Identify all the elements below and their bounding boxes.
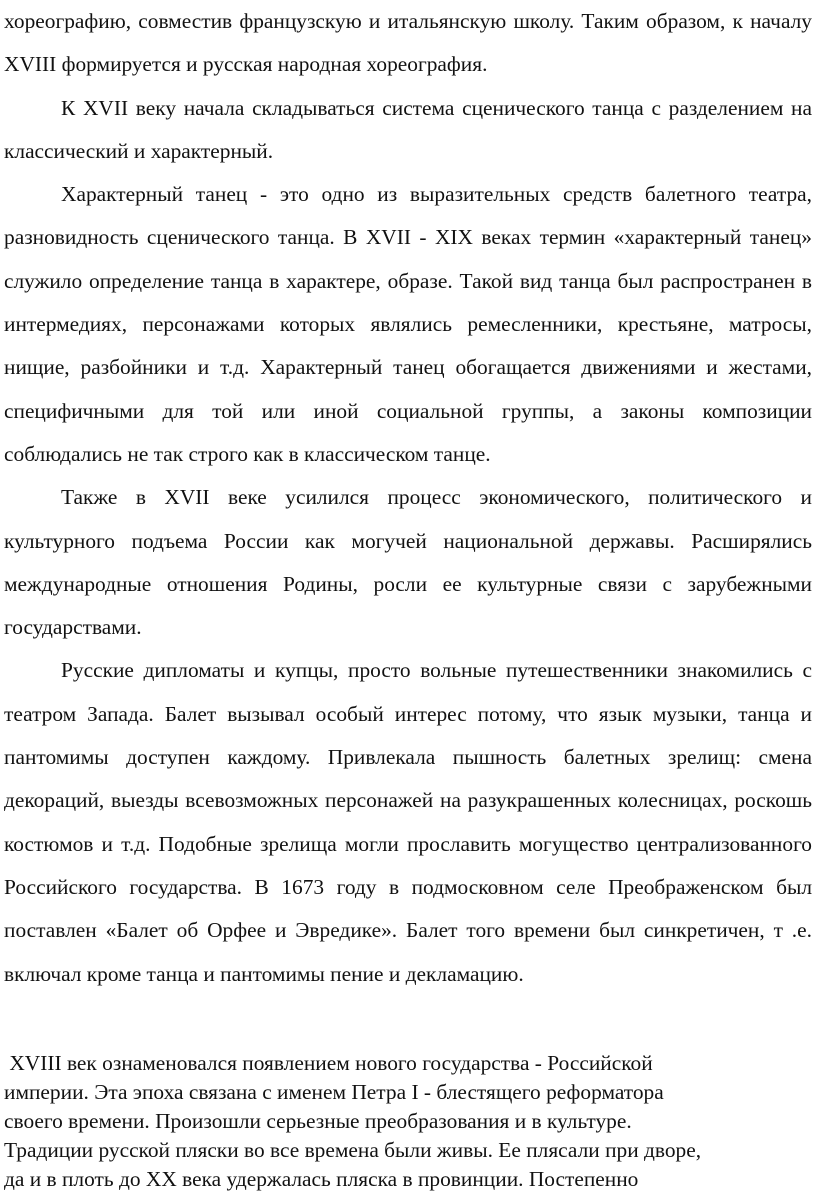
tail-line-5: да и в плоть до XX века удержалась пляска в провинции. Постепенно — [4, 1167, 639, 1191]
paragraph-1: хореографию, совместив французскую и итальянскую школу. Таким образом, к началу XVIII формируется и русская народная хореография. — [4, 9, 812, 77]
document-tail-paragraph — [4, 1049, 812, 1194]
paragraph-3: Характерный танец - это одно из выразительных средств балетного театра, разновидность сценического танца. В XVII - XIX веках термин «характерный танец» служило определение танца в характере, образе. Такой вид танца был распространен в интермедиях, персонажами которых являлись ремесленники, крестьяне, матросы, нищие, разбойники и т.д. Характерный танец обогащается движениями и жестами, специфичными для той или иной социальной группы, а законы композиции соблюдались не так строго как в классическом танце. — [4, 182, 812, 466]
paragraph-4: Также в XVII веке усилился процесс экономического, политического и культурного подъема России как могучей национальной державы. Расширялись международные отношения Родины, росли ее культурные связи с зарубежными государствами. — [4, 485, 812, 640]
paragraph-2: К XVII веку начала складываться система сценического танца с разделением на классический и характерный. — [4, 95, 812, 163]
tail-line-4: Традиции русской пляски во все времена были живы. Ее плясали при дворе, — [4, 1138, 702, 1162]
tail-line-2: империи. Эта эпоха связана с именем Петра I - блестящего реформатора — [4, 1080, 664, 1104]
document-body — [4, 0, 812, 996]
paragraph-5: Русские дипломаты и купцы, просто вольные путешественники знакомились с театром Запада. Балет вызывал особый интерес потому, что язык музыки, танца и пантомимы доступен каждому. Привлекала пышность балетных зрелищ: смена декораций, выезды всевозможных персонажей на разукрашенных колесницах, роскошь костюмов и т.д. Подобные зрелища могли прославить могущество централизованного Российского государства. В 1673 году в подмосковном селе Преображенском был поставлен «Балет об Орфее и Эвредике». Балет того времени был синкретичен, т .е. включал кроме танца и пантомимы пение и декламацию. — [4, 658, 812, 986]
tail-line-3: своего времени. Произошли серьезные преобразования и в культуре. — [4, 1109, 632, 1133]
tail-line-1: XVIII век ознаменовался появлением нового государства - Российской — [4, 1051, 653, 1075]
